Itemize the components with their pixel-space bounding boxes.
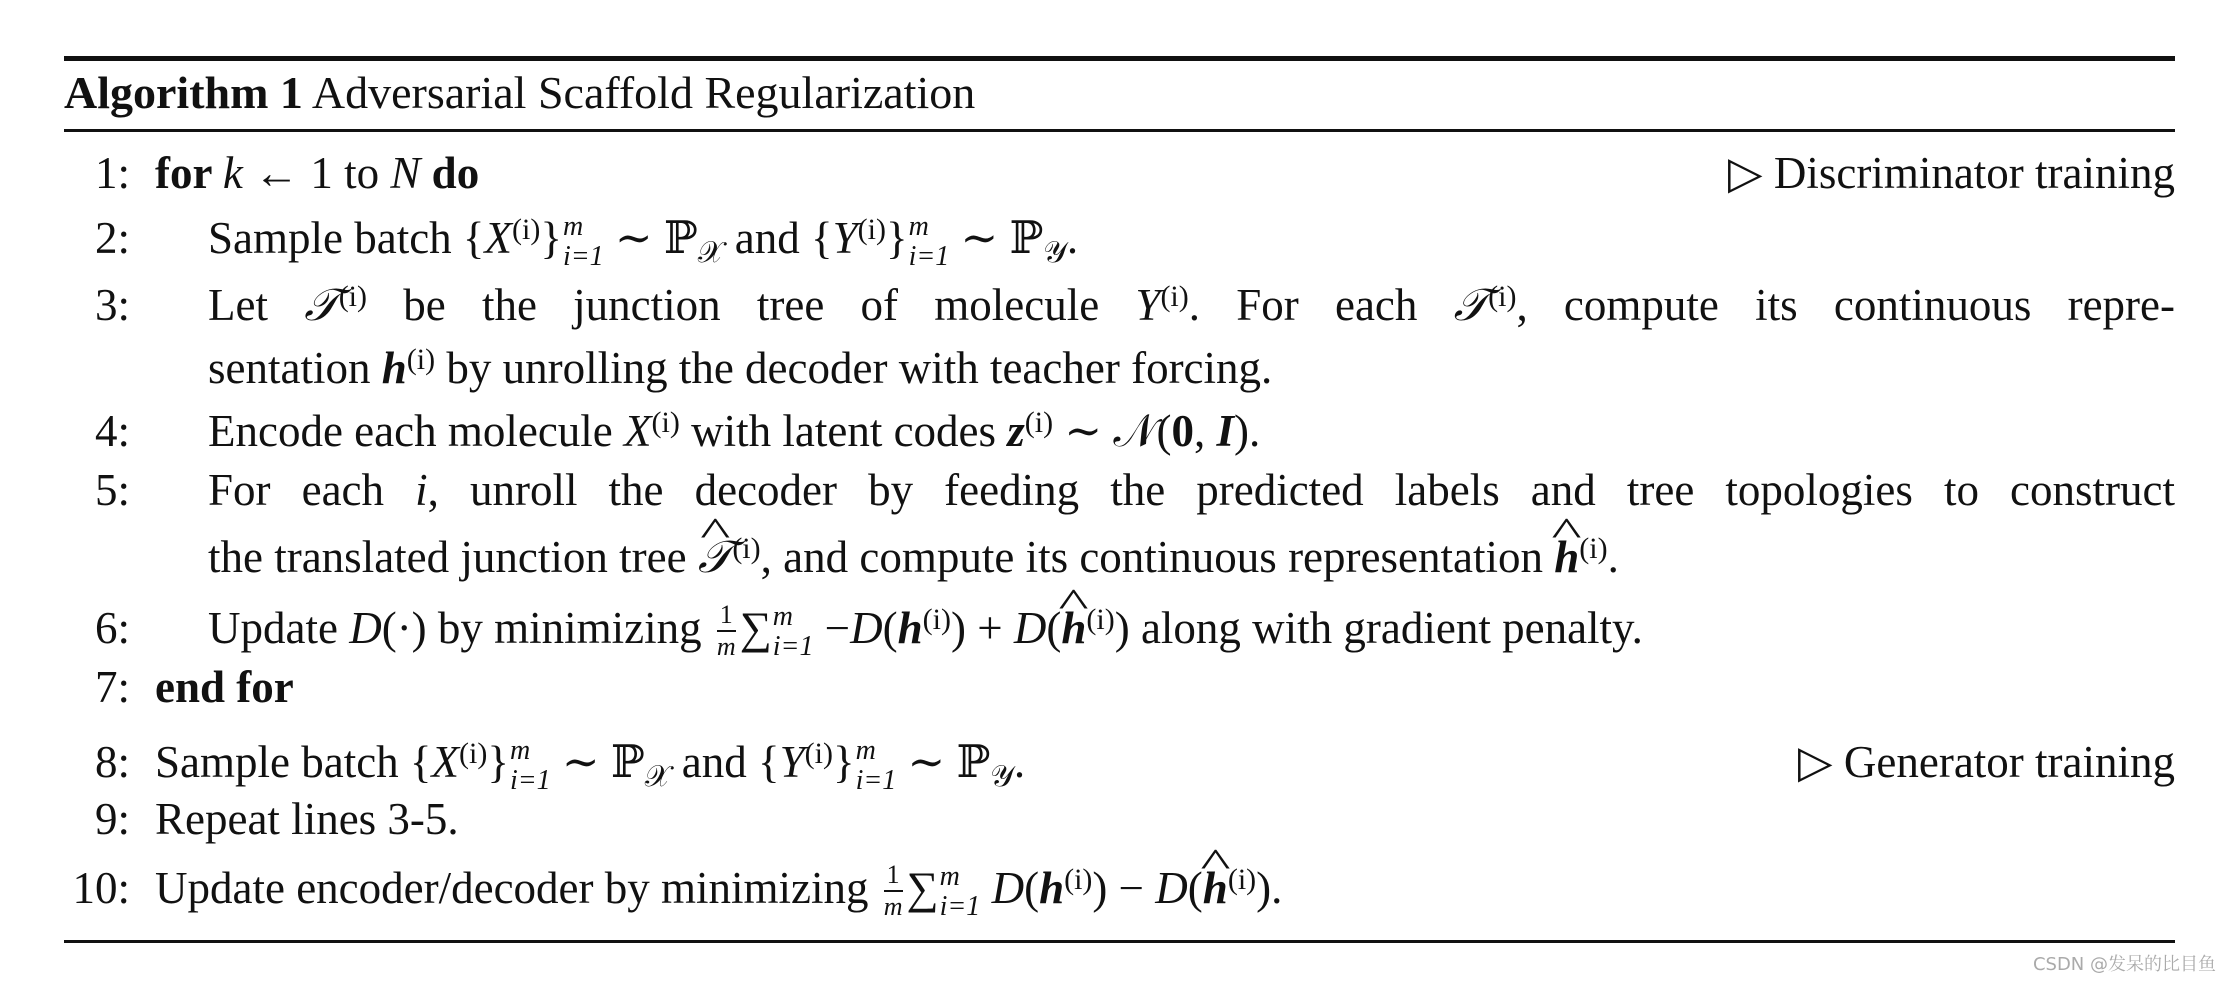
- subscript: 𝒴: [990, 760, 1014, 793]
- algorithm-line: [0, 274, 2222, 336]
- text: ).: [1233, 406, 1261, 456]
- superscript: (i): [804, 737, 833, 770]
- lower-limit: i=1: [509, 765, 551, 796]
- text: ∼ ℙ: [949, 213, 1044, 263]
- text: ∼ ℙ: [603, 213, 698, 263]
- text: Let: [208, 280, 305, 330]
- hat-symbol: ^ h: [1203, 857, 1228, 919]
- superscript: (i): [1160, 280, 1189, 313]
- text: the translated junction tree: [208, 532, 698, 582]
- text: ∼ 𝒩(: [1053, 406, 1172, 456]
- text: ∼ ℙ: [896, 737, 991, 787]
- math-symbol: D: [1155, 863, 1188, 913]
- superscript: (i): [1227, 863, 1257, 896]
- algorithm-label: Algorithm 1: [64, 67, 303, 118]
- hat-symbol: ^ 𝒯: [698, 526, 732, 588]
- algorithm-name: Adversarial Scaffold Regularization: [302, 67, 976, 118]
- upper-limit: m: [908, 211, 929, 242]
- algorithm-title: [64, 62, 975, 124]
- text: by unrolling the decoder with teacher forcing.: [435, 343, 1273, 393]
- text: ∑: [739, 603, 772, 653]
- text: }: [540, 213, 562, 263]
- line-number: 1:: [94, 148, 130, 198]
- line-comment: ▷ Discriminator training: [1727, 148, 2175, 198]
- line-content: [155, 142, 479, 204]
- subscript: 𝒳: [697, 236, 724, 269]
- line-number: 8:: [94, 737, 130, 787]
- denominator: m: [716, 632, 736, 661]
- algorithm-line: [0, 400, 2222, 462]
- line-number: 9:: [94, 794, 130, 844]
- text: ∼ ℙ: [550, 737, 645, 787]
- line-content: [208, 459, 2175, 521]
- math-symbol: D: [1013, 603, 1047, 653]
- subscript: 𝒴: [1043, 236, 1067, 269]
- text: with latent codes: [679, 406, 1008, 456]
- algorithm-line: [0, 142, 2222, 204]
- line-content: [208, 597, 1643, 662]
- algorithm-line: [0, 731, 2222, 796]
- math-symbol: X: [431, 737, 460, 787]
- line-content: [155, 857, 1282, 922]
- bold-vector: z: [1007, 406, 1025, 456]
- line-number: 4:: [94, 406, 130, 456]
- text: Update encoder/decoder by minimizing: [155, 863, 880, 913]
- upper-limit: m: [855, 735, 876, 766]
- line-content: [208, 207, 1078, 272]
- text: be the junction tree of molecule: [367, 280, 1136, 330]
- algorithm-line: [0, 459, 2222, 521]
- text: −: [813, 603, 851, 653]
- bottom-rule: [64, 940, 2175, 943]
- text: , unroll the decoder by feeding the predicted labels and tree topologies to construct: [427, 465, 2175, 515]
- text: , and compute its continuous representation: [760, 532, 1555, 582]
- text: }: [487, 737, 509, 787]
- hat-symbol: ^ h: [1554, 526, 1579, 588]
- text: (: [1187, 863, 1203, 913]
- keyword: 0: [1171, 406, 1194, 456]
- sum-limits: [940, 862, 981, 922]
- text: and {: [670, 737, 780, 787]
- watermark: CSDN @发呆的比目鱼: [2032, 954, 2216, 975]
- lower-limit: i=1: [772, 631, 814, 662]
- line-number: 5:: [94, 465, 130, 515]
- text: ) −: [1092, 863, 1156, 913]
- sum-limits: [856, 736, 897, 796]
- text: For each: [208, 465, 416, 515]
- text: [980, 863, 991, 913]
- algorithm-line: [0, 656, 2222, 718]
- math-symbol: Y: [779, 737, 805, 787]
- lower-limit: i=1: [939, 891, 981, 922]
- superscript: (i): [1086, 603, 1115, 636]
- math-symbol: X: [484, 213, 513, 263]
- upper-limit: m: [772, 601, 794, 632]
- text: Sample batch {: [208, 213, 485, 263]
- line-content: [208, 274, 2175, 336]
- text: }: [885, 213, 908, 263]
- upper-limit: m: [509, 735, 531, 766]
- math-symbol: 𝒯: [1453, 280, 1489, 330]
- math-symbol: X: [624, 406, 652, 456]
- math-symbol: N: [390, 148, 421, 198]
- text: ← 1 to: [242, 148, 391, 198]
- line-number: 3:: [94, 280, 130, 330]
- line-content: [208, 526, 1619, 588]
- line-number: 7:: [94, 662, 130, 712]
- bold-vector: h: [1039, 863, 1065, 913]
- algorithm-line: [0, 207, 2222, 272]
- fraction: [884, 860, 903, 922]
- text: , compute its continuous repre-: [1516, 280, 2175, 330]
- lower-limit: i=1: [855, 765, 897, 796]
- superscript: (i): [857, 213, 886, 246]
- lower-limit: i=1: [562, 241, 604, 272]
- keyword: end for: [155, 662, 294, 712]
- text: Sample batch {: [155, 737, 432, 787]
- sum-limits: [510, 736, 551, 796]
- header-rule: [64, 129, 2175, 132]
- keyword: do: [420, 148, 480, 198]
- line-number: 10:: [72, 863, 130, 913]
- text: (: [1046, 603, 1062, 653]
- algorithm-line: [0, 526, 2222, 588]
- math-symbol: i: [415, 465, 428, 515]
- lower-limit: i=1: [908, 241, 950, 272]
- algorithm-line: [0, 788, 2222, 850]
- math-symbol: k: [222, 148, 243, 198]
- algorithm-line: [0, 857, 2222, 922]
- text: .: [1013, 737, 1026, 787]
- line-number: 6:: [94, 603, 130, 653]
- top-rule: [64, 56, 2175, 61]
- algorithm-line: [0, 337, 2222, 399]
- line-content: [208, 400, 1260, 462]
- text: ) along with gradient penalty.: [1114, 603, 1643, 653]
- superscript: (i): [512, 213, 541, 246]
- math-symbol: Y: [1135, 280, 1161, 330]
- sum-limits: [909, 212, 950, 272]
- upper-limit: m: [562, 211, 584, 242]
- numerator: 1: [717, 600, 736, 632]
- math-symbol: D: [349, 603, 382, 653]
- text: sentation: [208, 343, 382, 393]
- sum-limits: [773, 602, 814, 662]
- math-symbol: Y: [832, 213, 858, 263]
- text: .: [1607, 532, 1619, 582]
- text: (·) by minimizing: [381, 603, 713, 653]
- text: Repeat lines 3-5.: [155, 794, 459, 844]
- superscript: (i): [1064, 863, 1093, 896]
- text: (: [882, 603, 898, 653]
- superscript: (i): [406, 343, 436, 376]
- superscript: (i): [651, 406, 680, 439]
- superscript: (i): [1024, 406, 1054, 439]
- text: .: [1066, 213, 1079, 263]
- fraction: [717, 600, 736, 662]
- superscript: (i): [1579, 532, 1608, 565]
- line-content: [155, 788, 459, 850]
- text: and {: [723, 213, 833, 263]
- text: }: [832, 737, 855, 787]
- superscript: (i): [922, 603, 951, 636]
- text: ) +: [950, 603, 1014, 653]
- math-symbol: D: [850, 603, 883, 653]
- bold-vector: h: [897, 603, 923, 653]
- text: ∑: [906, 863, 939, 913]
- numerator: 1: [884, 860, 903, 892]
- line-comment: ▷ Generator training: [1798, 737, 2175, 787]
- sum-limits: [563, 212, 604, 272]
- hat-symbol: ^ h: [1061, 597, 1086, 659]
- denominator: m: [883, 892, 903, 921]
- text: ,: [1193, 406, 1217, 456]
- text: . For each: [1188, 280, 1454, 330]
- text: Encode each molecule: [208, 406, 625, 456]
- superscript: (i): [459, 737, 488, 770]
- line-content: [155, 731, 1025, 796]
- bold-vector: I: [1216, 406, 1234, 456]
- subscript: 𝒳: [644, 760, 671, 793]
- bold-vector: h: [381, 343, 407, 393]
- line-content: [155, 656, 294, 718]
- math-symbol: D: [991, 863, 1025, 913]
- superscript: (i): [1488, 280, 1517, 313]
- upper-limit: m: [939, 861, 960, 892]
- keyword: for: [155, 148, 223, 198]
- superscript: (i): [732, 532, 761, 565]
- algorithm-line: [0, 597, 2222, 662]
- text: (: [1024, 863, 1040, 913]
- superscript: (i): [338, 280, 368, 313]
- math-symbol: 𝒯: [304, 280, 339, 330]
- text: Update: [208, 603, 350, 653]
- line-number: 2:: [94, 213, 130, 263]
- line-content: [208, 337, 1272, 399]
- text: ).: [1256, 863, 1283, 913]
